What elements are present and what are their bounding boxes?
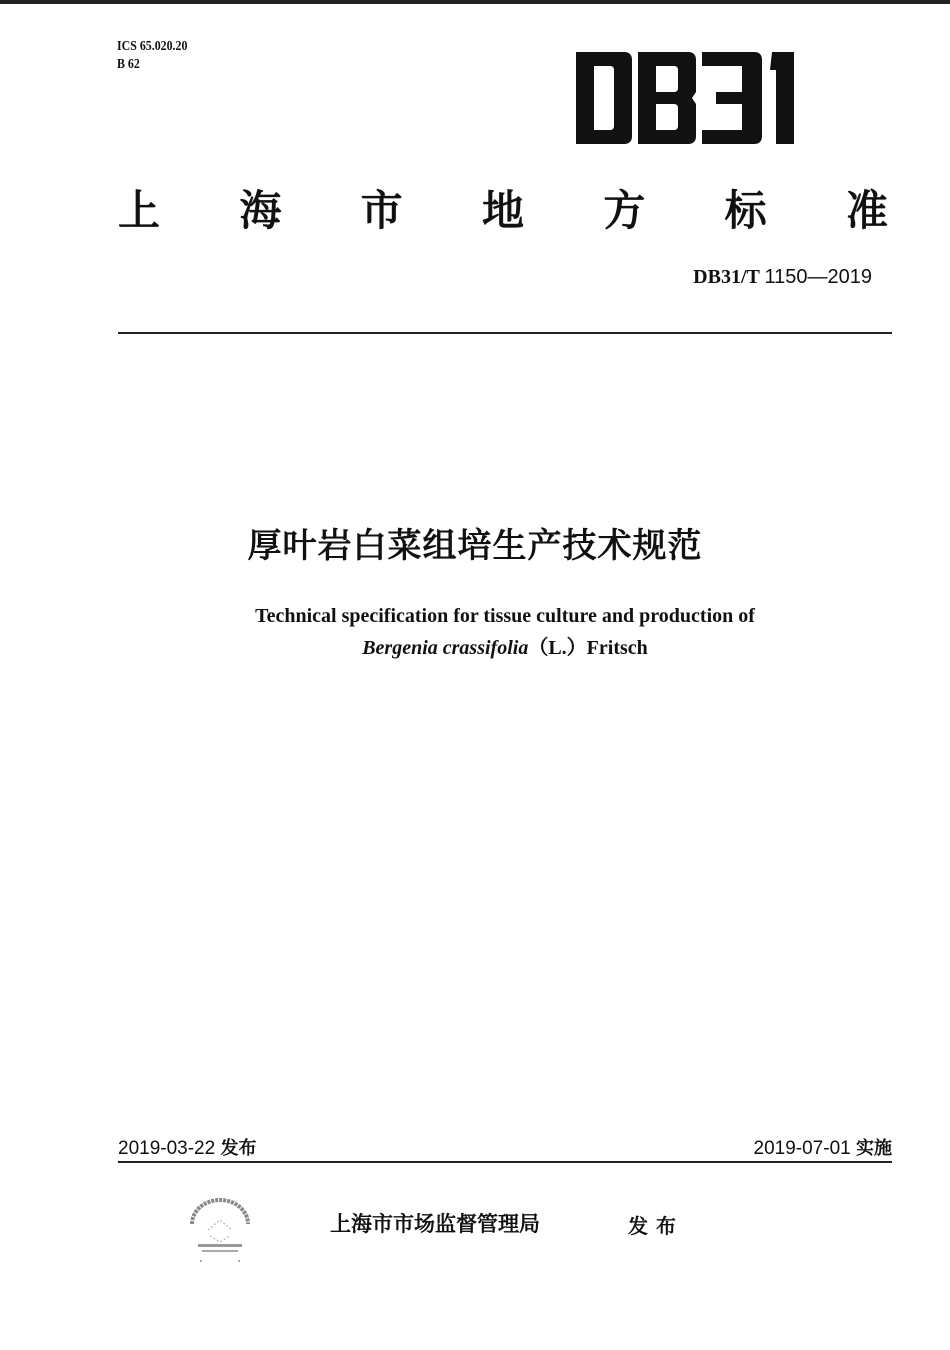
category-char: 上: [118, 186, 161, 235]
implement-date-value: 2019-07-01: [753, 1138, 851, 1159]
logo-letter-d: [576, 52, 632, 144]
english-title-line1: Technical specification for tissue culture and production of: [255, 605, 755, 627]
classification-codes: [117, 38, 187, 74]
category-char: 海: [239, 186, 282, 235]
standard-number: [693, 266, 872, 289]
english-title-line2: [0, 632, 950, 664]
logo-digit-3: [702, 52, 762, 144]
publish-label: 发布: [220, 1138, 257, 1159]
implement-label: 实施: [856, 1138, 892, 1159]
publish-date: [118, 1134, 256, 1160]
implement-date: [754, 1134, 892, 1160]
issuing-authority: 上海市市场监督管理局: [330, 1212, 540, 1236]
standard-category-title: [118, 178, 888, 238]
watermark-stamp-icon: [180, 1192, 260, 1267]
document-title-english: [0, 600, 950, 664]
category-char: 方: [603, 186, 646, 235]
category-char: 标: [724, 186, 767, 235]
species-authority: （L.）Fritsch: [528, 637, 648, 659]
db31-logo: [576, 52, 838, 144]
category-char: 准: [845, 186, 888, 235]
top-border: [0, 0, 950, 4]
ics-code: ICS 65.020.20: [117, 39, 188, 54]
standard-prefix: DB31/T: [693, 266, 760, 288]
category-char: 地: [481, 186, 524, 235]
ccs-code: B 62: [117, 57, 140, 72]
issue-label: 发布: [628, 1214, 684, 1238]
footer-divider: [118, 1161, 892, 1163]
logo-digit-1: [770, 52, 794, 144]
header-divider: [118, 332, 892, 334]
standard-number-value: 1150—2019: [764, 266, 872, 288]
document-title-chinese: 厚叶岩白菜组培生产技术规范: [247, 526, 703, 566]
logo-letter-b: [638, 52, 696, 144]
category-char: 市: [360, 186, 403, 235]
species-name: Bergenia crassifolia: [362, 637, 529, 659]
publish-date-value: 2019-03-22: [118, 1138, 216, 1159]
